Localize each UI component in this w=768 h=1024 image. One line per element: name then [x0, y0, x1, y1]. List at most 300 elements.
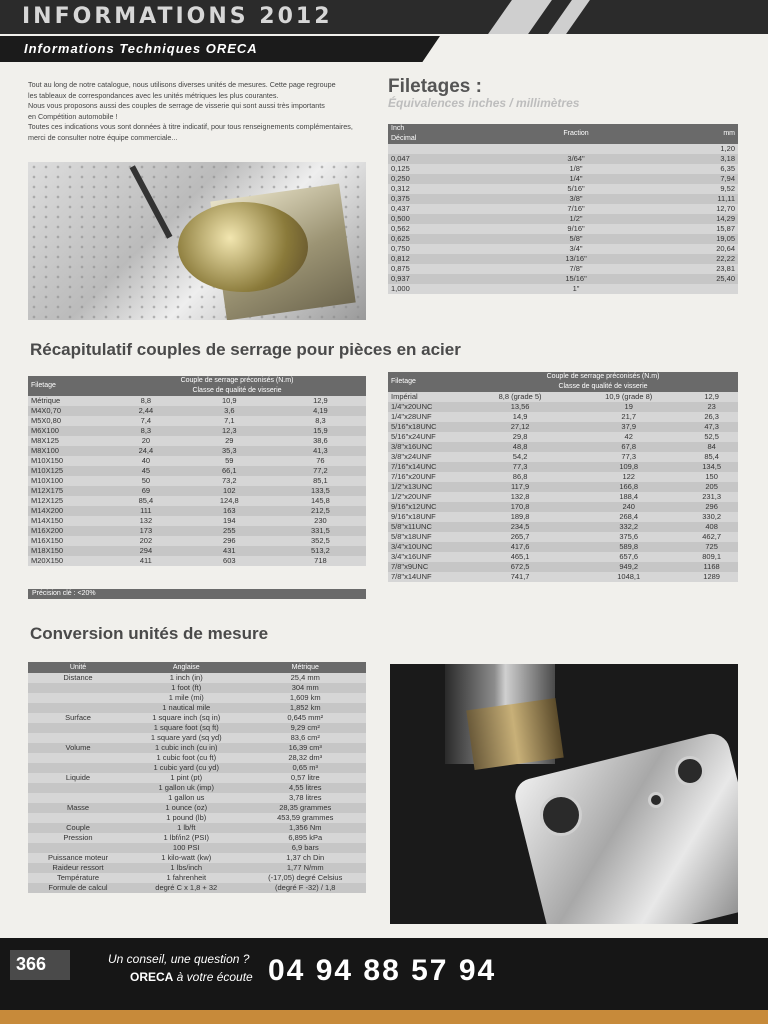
- table-cell: 8,3: [108, 426, 184, 436]
- table-edge: [0, 1010, 768, 1024]
- conversion-row: [28, 783, 366, 793]
- table-cell: degré C x 1,8 + 32: [128, 883, 244, 893]
- table-cell: 47,3: [685, 422, 738, 432]
- table-cell: 3/4"x16UNF: [388, 552, 468, 562]
- table-cell: 0,57 litre: [244, 773, 366, 783]
- table-cell: Surface: [28, 713, 128, 723]
- table-cell: 1/4"x20UNC: [388, 402, 468, 412]
- table-cell: 132: [108, 516, 184, 526]
- table-cell: (degré F -32) / 1,8: [244, 883, 366, 893]
- table-cell: 20: [108, 436, 184, 446]
- table-cell: 375,6: [572, 532, 685, 542]
- table-cell: [28, 733, 128, 743]
- table-cell: 85,1: [275, 476, 366, 486]
- col-header-filetage: Filetage: [28, 376, 108, 396]
- imperial-row: [388, 522, 738, 532]
- table-cell: Pression: [28, 833, 128, 843]
- table-cell: 12,3: [184, 426, 275, 436]
- col-header-couple: Couple de serrage préconisés (N.m): [468, 372, 738, 382]
- imperial-row: [388, 392, 738, 402]
- intro-line: Tout au long de notre catalogue, nous utilisons diverses unités de mesures. Cette page regroupe: [28, 80, 336, 89]
- table-cell: M14X150: [28, 516, 108, 526]
- imperial-row: [388, 572, 738, 582]
- col-header-fraction: Fraction: [513, 124, 638, 144]
- table-cell: M18X150: [28, 546, 108, 556]
- table-cell: Métrique: [28, 396, 108, 406]
- table-cell: 3,6: [184, 406, 275, 416]
- section-title: Informations Techniques ORECA: [24, 41, 258, 56]
- imperial-row: [388, 482, 738, 492]
- imperial-row: [388, 462, 738, 472]
- col-header-metrique: Métrique: [244, 662, 366, 673]
- imperial-row: [388, 452, 738, 462]
- table-cell: 23,81: [639, 264, 738, 274]
- table-cell: 296: [184, 536, 275, 546]
- table-cell: [28, 703, 128, 713]
- precision-note: Précision clé : <20%: [28, 589, 366, 599]
- table-cell: 1 mile (mi): [128, 693, 244, 703]
- table-cell: 109,8: [572, 462, 685, 472]
- footer-contact: [130, 970, 253, 984]
- metric-row: [28, 466, 366, 476]
- metric-row: [28, 506, 366, 516]
- table-cell: 5/8"x11UNC: [388, 522, 468, 532]
- table-cell: 77,3: [468, 462, 572, 472]
- table-cell: 0,047: [388, 154, 513, 164]
- table-cell: 5/16"x18UNC: [388, 422, 468, 432]
- table-cell: 25,40: [639, 274, 738, 284]
- table-cell: 166,8: [572, 482, 685, 492]
- conversion-row: [28, 723, 366, 733]
- table-cell: 100 PSI: [128, 843, 244, 853]
- table-cell: 14,29: [639, 214, 738, 224]
- recap-title: Récapitulatif couples de serrage pour pièces en acier: [30, 340, 461, 359]
- conversion-row: [28, 853, 366, 863]
- metric-row: [28, 556, 366, 566]
- table-cell: [28, 793, 128, 803]
- table-cell: 5/16": [513, 184, 638, 194]
- banner-title: INFORMATIONS 2012: [22, 4, 333, 29]
- col-header-couple: Couple de serrage préconisés (N.m): [108, 376, 366, 386]
- table-cell: 77,3: [572, 452, 685, 462]
- table-cell: 4,55 litres: [244, 783, 366, 793]
- table-cell: 1 gallon us: [128, 793, 244, 803]
- filetage-row: [388, 204, 738, 214]
- table-cell: 1 lb/ft: [128, 823, 244, 833]
- table-cell: 145,8: [275, 496, 366, 506]
- footer-tagline: Un conseil, une question ?: [108, 952, 250, 966]
- table-cell: 54,2: [468, 452, 572, 462]
- imperial-torque-table: [388, 372, 738, 582]
- table-cell: 9,29 cm²: [244, 723, 366, 733]
- intro-line: les tableaux de correspondances avec les unités métriques les plus courantes.: [28, 90, 279, 100]
- table-cell: 1 nautical mile: [128, 703, 244, 713]
- conversion-row: [28, 873, 366, 883]
- table-cell: 603: [184, 556, 275, 566]
- table-cell: 0,812: [388, 254, 513, 264]
- table-cell: 657,6: [572, 552, 685, 562]
- table-cell: 8,8 (grade 5): [468, 392, 572, 402]
- table-cell: 7,94: [639, 174, 738, 184]
- table-cell: M4X0,70: [28, 406, 108, 416]
- table-cell: 22,22: [639, 254, 738, 264]
- table-cell: 15,9: [275, 426, 366, 436]
- table-cell: Puissance moteur: [28, 853, 128, 863]
- imperial-row: [388, 422, 738, 432]
- table-cell: 6,895 kPa: [244, 833, 366, 843]
- table-cell: 73,2: [184, 476, 275, 486]
- table-cell: 170,8: [468, 502, 572, 512]
- table-cell: Volume: [28, 743, 128, 753]
- footer-brand: ORECA: [130, 970, 174, 984]
- table-cell: 1 foot (ft): [128, 683, 244, 693]
- imperial-row: [388, 542, 738, 552]
- table-cell: Masse: [28, 803, 128, 813]
- table-cell: 59: [184, 456, 275, 466]
- filetages-subtitle: Équivalences inches / millimètres: [388, 96, 580, 110]
- intro-line: Nous vous proposons aussi des couples de serrage de visserie qui sont aussi très importants: [28, 101, 325, 110]
- table-cell: 9/16": [513, 224, 638, 234]
- metric-row: [28, 426, 366, 436]
- imperial-row: [388, 412, 738, 422]
- col-header-classe: Classe de qualité de visserie: [108, 386, 366, 396]
- table-cell: 294: [108, 546, 184, 556]
- table-cell: 52,5: [685, 432, 738, 442]
- table-cell: 3/4": [513, 244, 638, 254]
- metric-row: [28, 516, 366, 526]
- metric-row: [28, 436, 366, 446]
- table-cell: 13,56: [468, 402, 572, 412]
- table-cell: Liquide: [28, 773, 128, 783]
- table-cell: 10,9: [184, 396, 275, 406]
- milling-part-photo: [390, 664, 738, 924]
- imperial-row: [388, 472, 738, 482]
- filetage-row: [388, 244, 738, 254]
- imperial-row: [388, 512, 738, 522]
- filetage-row: [388, 214, 738, 224]
- table-cell: 0,875: [388, 264, 513, 274]
- footer-contact-text: à votre écoute: [173, 970, 253, 984]
- table-cell: 212,5: [275, 506, 366, 516]
- table-cell: 1048,1: [572, 572, 685, 582]
- table-cell: 0,625: [388, 234, 513, 244]
- imperial-row: [388, 532, 738, 542]
- table-cell: 718: [275, 556, 366, 566]
- table-cell: 19,05: [639, 234, 738, 244]
- table-cell: 12,9: [685, 392, 738, 402]
- table-cell: (-17,05) degré Celsius: [244, 873, 366, 883]
- conversion-table: [28, 662, 366, 893]
- table-cell: Couple: [28, 823, 128, 833]
- metric-row: [28, 446, 366, 456]
- imperial-row: [388, 432, 738, 442]
- table-cell: 9/16"x18UNF: [388, 512, 468, 522]
- imperial-row: [388, 562, 738, 572]
- table-cell: 102: [184, 486, 275, 496]
- conversion-row: [28, 693, 366, 703]
- table-cell: M8X125: [28, 436, 108, 446]
- table-cell: 40: [108, 456, 184, 466]
- conversion-row: [28, 743, 366, 753]
- table-cell: 189,8: [468, 512, 572, 522]
- table-cell: 7/8": [513, 264, 638, 274]
- table-cell: M14X200: [28, 506, 108, 516]
- table-cell: 25,4 mm: [244, 673, 366, 683]
- table-cell: 1 fahrenheit: [128, 873, 244, 883]
- metric-row: [28, 396, 366, 406]
- table-cell: 296: [685, 502, 738, 512]
- table-cell: 205: [685, 482, 738, 492]
- table-cell: 1/2"x20UNF: [388, 492, 468, 502]
- col-header-unite: Unité: [28, 662, 128, 673]
- filetage-row: [388, 284, 738, 294]
- table-cell: 84: [685, 442, 738, 452]
- table-cell: 411: [108, 556, 184, 566]
- conversion-row: [28, 863, 366, 873]
- table-cell: 85,4: [685, 452, 738, 462]
- table-cell: 133,5: [275, 486, 366, 496]
- table-cell: 1 lbs/inch: [128, 863, 244, 873]
- table-cell: 3,18: [639, 154, 738, 164]
- table-cell: 0,500: [388, 214, 513, 224]
- table-cell: [639, 284, 738, 294]
- table-cell: 20,64: [639, 244, 738, 254]
- conversion-row: [28, 753, 366, 763]
- conversion-row: [28, 703, 366, 713]
- imperial-row: [388, 442, 738, 452]
- table-cell: [28, 723, 128, 733]
- table-cell: 8,8: [108, 396, 184, 406]
- table-cell: 330,2: [685, 512, 738, 522]
- col-header-inch: Inch Décimal: [388, 124, 513, 144]
- table-cell: 0,750: [388, 244, 513, 254]
- conversion-row: [28, 773, 366, 783]
- table-cell: 50: [108, 476, 184, 486]
- table-cell: 1 gallon uk (imp): [128, 783, 244, 793]
- metric-row: [28, 486, 366, 496]
- table-cell: 77,2: [275, 466, 366, 476]
- table-cell: [513, 144, 638, 154]
- table-cell: 23: [685, 402, 738, 412]
- table-cell: 7/8"x14UNF: [388, 572, 468, 582]
- table-cell: 188,4: [572, 492, 685, 502]
- col-header-filetage: Filetage: [388, 372, 468, 392]
- table-cell: 1 square inch (sq in): [128, 713, 244, 723]
- table-cell: 7/16"x20UNF: [388, 472, 468, 482]
- table-cell: 1 cubic inch (cu in): [128, 743, 244, 753]
- table-cell: [28, 683, 128, 693]
- table-cell: 48,8: [468, 442, 572, 452]
- table-cell: M12X125: [28, 496, 108, 506]
- table-cell: 2,44: [108, 406, 184, 416]
- table-cell: 66,1: [184, 466, 275, 476]
- table-cell: 231,3: [685, 492, 738, 502]
- table-cell: 202: [108, 536, 184, 546]
- table-cell: M10X125: [28, 466, 108, 476]
- table-cell: 1 kilo-watt (kw): [128, 853, 244, 863]
- table-cell: 1 lbf/in2 (PSI): [128, 833, 244, 843]
- table-cell: 38,6: [275, 436, 366, 446]
- table-cell: 15,87: [639, 224, 738, 234]
- intro-line: merci de consulter notre équipe commerciale...: [28, 132, 178, 142]
- table-cell: 1 square yard (sq yd): [128, 733, 244, 743]
- conversion-row: [28, 833, 366, 843]
- table-cell: [28, 753, 128, 763]
- conversion-row: [28, 823, 366, 833]
- conversion-row: [28, 673, 366, 683]
- table-cell: 1 pint (pt): [128, 773, 244, 783]
- table-cell: 1 ounce (oz): [128, 803, 244, 813]
- table-cell: 41,3: [275, 446, 366, 456]
- table-cell: 9,52: [639, 184, 738, 194]
- table-cell: [28, 763, 128, 773]
- table-cell: 809,1: [685, 552, 738, 562]
- intro-line: Toutes ces indications vous sont données à titre indicatif, pour tous renseignements complémentaires,: [28, 122, 353, 131]
- table-cell: 3/4"x10UNC: [388, 542, 468, 552]
- metric-torque-table: [28, 376, 366, 566]
- col-header-mm: mm: [639, 124, 738, 144]
- table-cell: 6,35: [639, 164, 738, 174]
- table-cell: 3/8"x24UNF: [388, 452, 468, 462]
- table-cell: 5/16"x24UNF: [388, 432, 468, 442]
- table-cell: 1 cubic foot (cu ft): [128, 753, 244, 763]
- metric-row: [28, 546, 366, 556]
- table-cell: M16X200: [28, 526, 108, 536]
- conversion-row: [28, 683, 366, 693]
- table-cell: 234,5: [468, 522, 572, 532]
- metric-row: [28, 526, 366, 536]
- conversion-row: [28, 793, 366, 803]
- table-cell: 86,8: [468, 472, 572, 482]
- table-cell: 111: [108, 506, 184, 516]
- imperial-row: [388, 552, 738, 562]
- metric-row: [28, 456, 366, 466]
- table-cell: 1,37 ch Din: [244, 853, 366, 863]
- table-cell: 453,59 grammes: [244, 813, 366, 823]
- table-cell: 28,35 grammes: [244, 803, 366, 813]
- table-cell: 12,70: [639, 204, 738, 214]
- filetage-row: [388, 274, 738, 284]
- metric-row: [28, 416, 366, 426]
- table-cell: 12,9: [275, 396, 366, 406]
- conversion-row: [28, 803, 366, 813]
- table-cell: 132,8: [468, 492, 572, 502]
- table-cell: Raideur ressort: [28, 863, 128, 873]
- table-cell: M6X100: [28, 426, 108, 436]
- filetage-row: [388, 264, 738, 274]
- table-cell: 1 inch (in): [128, 673, 244, 683]
- table-cell: 1 cubic yard (cu yd): [128, 763, 244, 773]
- metric-row: [28, 476, 366, 486]
- table-cell: 3/8"x16UNC: [388, 442, 468, 452]
- table-cell: 0,375: [388, 194, 513, 204]
- table-cell: 7/16": [513, 204, 638, 214]
- table-cell: [28, 783, 128, 793]
- table-cell: 163: [184, 506, 275, 516]
- table-cell: Formule de calcul: [28, 883, 128, 893]
- table-cell: 1,356 Nm: [244, 823, 366, 833]
- gear-machining-photo: [28, 162, 366, 320]
- table-cell: 29: [184, 436, 275, 446]
- table-cell: 417,6: [468, 542, 572, 552]
- table-cell: [28, 693, 128, 703]
- imperial-row: [388, 402, 738, 412]
- table-cell: 672,5: [468, 562, 572, 572]
- filetage-row: [388, 234, 738, 244]
- table-cell: 27,12: [468, 422, 572, 432]
- filetage-row: [388, 184, 738, 194]
- table-cell: Impérial: [388, 392, 468, 402]
- page-number: 366: [10, 950, 70, 980]
- table-cell: 117,9: [468, 482, 572, 492]
- filetages-table: [388, 124, 738, 294]
- conversion-row: [28, 883, 366, 893]
- conversion-row: [28, 733, 366, 743]
- table-cell: 7/16"x14UNC: [388, 462, 468, 472]
- conversion-row: [28, 713, 366, 723]
- table-cell: 19: [572, 402, 685, 412]
- table-cell: 1,000: [388, 284, 513, 294]
- table-cell: 7,1: [184, 416, 275, 426]
- table-cell: 1/2": [513, 214, 638, 224]
- filetage-row: [388, 224, 738, 234]
- table-cell: 0,562: [388, 224, 513, 234]
- table-cell: 725: [685, 542, 738, 552]
- table-cell: M12X175: [28, 486, 108, 496]
- table-cell: 1/4": [513, 174, 638, 184]
- table-cell: 13/16": [513, 254, 638, 264]
- table-cell: 150: [685, 472, 738, 482]
- table-cell: 0,937: [388, 274, 513, 284]
- table-cell: 0,645 mm²: [244, 713, 366, 723]
- table-cell: 15/16": [513, 274, 638, 284]
- table-cell: 1 square foot (sq ft): [128, 723, 244, 733]
- phone-number[interactable]: 04 94 88 57 94: [268, 954, 497, 987]
- filetage-row: [388, 154, 738, 164]
- table-cell: 1,609 km: [244, 693, 366, 703]
- table-cell: 0,65 m³: [244, 763, 366, 773]
- table-cell: 3/8": [513, 194, 638, 204]
- table-cell: 24,4: [108, 446, 184, 456]
- table-cell: M10X100: [28, 476, 108, 486]
- table-cell: 230: [275, 516, 366, 526]
- imperial-row: [388, 492, 738, 502]
- col-header-classe: Classe de qualité de visserie: [468, 382, 738, 392]
- table-cell: 45: [108, 466, 184, 476]
- table-cell: 4,19: [275, 406, 366, 416]
- table-cell: 29,8: [468, 432, 572, 442]
- table-cell: 331,5: [275, 526, 366, 536]
- intro-text: [28, 80, 378, 143]
- table-cell: 42: [572, 432, 685, 442]
- table-cell: 265,7: [468, 532, 572, 542]
- table-cell: [28, 843, 128, 853]
- table-cell: M5X0,80: [28, 416, 108, 426]
- table-cell: [28, 813, 128, 823]
- table-cell: 21,7: [572, 412, 685, 422]
- table-cell: 1,852 km: [244, 703, 366, 713]
- table-cell: 69: [108, 486, 184, 496]
- table-cell: 255: [184, 526, 275, 536]
- filetage-row: [388, 174, 738, 184]
- table-cell: 949,2: [572, 562, 685, 572]
- table-cell: 83,6 cm²: [244, 733, 366, 743]
- table-cell: M8X100: [28, 446, 108, 456]
- table-cell: 8,3: [275, 416, 366, 426]
- table-cell: 16,39 cm³: [244, 743, 366, 753]
- table-cell: 76: [275, 456, 366, 466]
- table-cell: 352,5: [275, 536, 366, 546]
